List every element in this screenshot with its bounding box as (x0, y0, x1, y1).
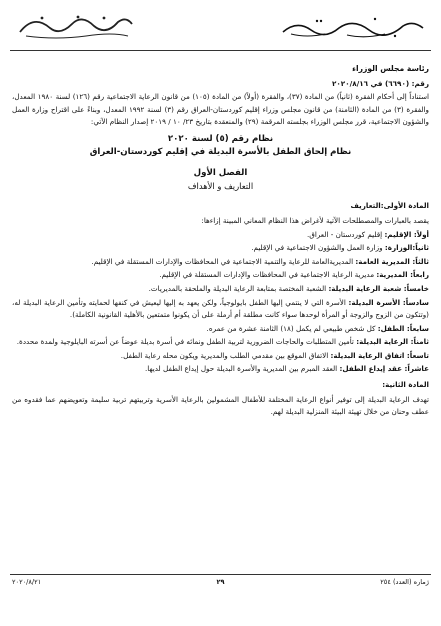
definition-text: الأسرة التي لا ينتمي إليها الطفل بايولوجياً، ولكن يعهد به إليها ليعيش في كنفها لحمايته وتأمين الرعاية البديلة له، (وتتكون من الزوج والزوجة أو المرأة لوحدها سواء كانت مطلقة أم أرملة على أن يكونوا متمتعين بالأهلية القانونية الكاملة). (12, 297, 429, 320)
definition-text: مديرية الرعاية الاجتماعية في المحافظات والإدارات المستقلة في الإقليم. (159, 270, 377, 280)
definition-text: الاتفاق الموقع بين مقدمي الطلب والمديرية ويكون محله رعاية الطفل. (120, 350, 331, 360)
definition-term: تاسعاً: اتفاق الرعاية البديلة: (330, 350, 429, 360)
definition-term: خامساً: شعبة الرعاية البديلة: (328, 283, 429, 293)
chapter-title: الفصل الأول (193, 168, 248, 179)
gazette-masthead (277, 12, 427, 40)
page-footer (12, 578, 429, 592)
issue-number: ژمارە (العدد) ٢٥٤ (380, 578, 429, 586)
definition-text: كل شخص طبيعي لم يكمل (١٨) الثامنة عشرة من عمره. (206, 323, 378, 333)
definition-term: ثالثاً: المديرية العامة: (355, 256, 429, 266)
footer-divider (10, 574, 431, 575)
masthead-calligraphy (277, 12, 427, 40)
definition-item (12, 256, 429, 269)
definition-term: سادساً: الأسرة البديلة: (348, 297, 429, 307)
header-divider (10, 50, 431, 51)
definition-term: سابعاً: الطفل: (377, 323, 429, 333)
document-body (12, 63, 429, 420)
definition-item (12, 229, 429, 242)
definition-term: ثانياً:الوزارة: (384, 243, 429, 253)
page-header (0, 4, 441, 48)
law-title: نظام رقم (٥) لسنة ٢٠٢٠ (167, 133, 274, 144)
issuing-authority: رئاسة مجلس الوزراء (352, 64, 429, 73)
definition-item (12, 350, 429, 363)
decision-number: رقم: (٦٦٩٠) في ٢٠٢٠/٨/١٦ (332, 78, 429, 88)
law-subtitle: نظام إلحاق الطفل بالأسرة البديلة في إقليم كوردستان-العراق (89, 146, 352, 157)
definition-text: إقليم كوردستان - العراق. (306, 229, 385, 239)
article-2-body: تهدف الرعاية البديلة إلى توفير أنواع الرعاية المختلفة للأطفال المشمولين بالرعاية الأسرية وتربيتهم تربية سليمة وتعويضهم عما فقدوه من عطف وحنان من خلال تهيئة البيئة المنزلية البديلة لهم. (12, 394, 429, 417)
chapter-subtitle: التعاريف و الأهداف (187, 180, 254, 191)
article-1-heading: المادة الأولى:التعاريف (350, 201, 429, 211)
definition-item (12, 363, 429, 376)
page-number: ٢٩ (216, 578, 225, 586)
gazette-logo (16, 10, 136, 42)
definition-text: المديريةالعامة للرعاية والتنمية الاجتماعية في المحافظات والإدارات المستقلة في الإقليم. (91, 256, 356, 266)
definition-term: عاشراً: عقد إيداع الطفل: (339, 364, 429, 374)
issue-date: ٢٠٢٠/٨/٢١ (12, 578, 42, 586)
definition-item (12, 323, 429, 336)
definition-text: تأمين المتطلبات والحاجات الضرورية لتربية الطفل ونمائه في أسرة بديلة عوضاً عن أسرته البايلوجية ولمدة محددة. (16, 337, 357, 347)
definition-text: العقد المبرم بين المديرية والأسرة البديلة حول إيداع الطفل لديها. (145, 364, 340, 374)
preamble-text: استناداً إلى أحكام الفقرة (ثانياً) من المادة (٣٧)، والفقرة (أولاً) من المادة (١٠٥) من قانون الرعاية الاجتماعية رقم (١٢٦) لسنة ١٩٨٠ المعدل، والفقرة (٣) من المادة (الثامنة) من قانون مجلس وزراء إقليم كوردستان-العراق رقم (٣) لسنة ١٩٩٢ المعدل، وبناءً على اقتراح وزارة العمل والشؤون الاجتماعية، قرر مجلس الوزراء بجلسته المرقمة (٢٩) والمنعقدة بتاريخ ٢٣/ ١٠ / ٢٠١٩ إصدار النظام الآتي: (12, 92, 430, 127)
logo-calligraphy-icon (16, 10, 136, 42)
definition-term: ثامناً: الرعاية البديلة: (356, 337, 429, 347)
definition-item (12, 283, 429, 296)
definition-item (12, 297, 429, 322)
article-1-intro: يقصد بالعبارات والمصطلحات الآتية لأغراض هذا النظام المعاني المبينة إزاءها: (201, 215, 429, 225)
definition-term: رابعاً: المديرية: (376, 270, 429, 280)
definition-item (12, 336, 429, 349)
definition-text: الشعبة المختصة بمتابعة الرعاية البديلة والملحقة بالمديريات. (148, 283, 329, 293)
definition-term: أولاً: الإقليم: (384, 229, 429, 239)
definition-item (12, 242, 429, 255)
article-2-heading: المادة الثانية: (382, 380, 429, 390)
definition-text: وزارة العمل والشؤون الاجتماعية في الإقليم. (251, 243, 385, 253)
definition-item (12, 269, 429, 282)
